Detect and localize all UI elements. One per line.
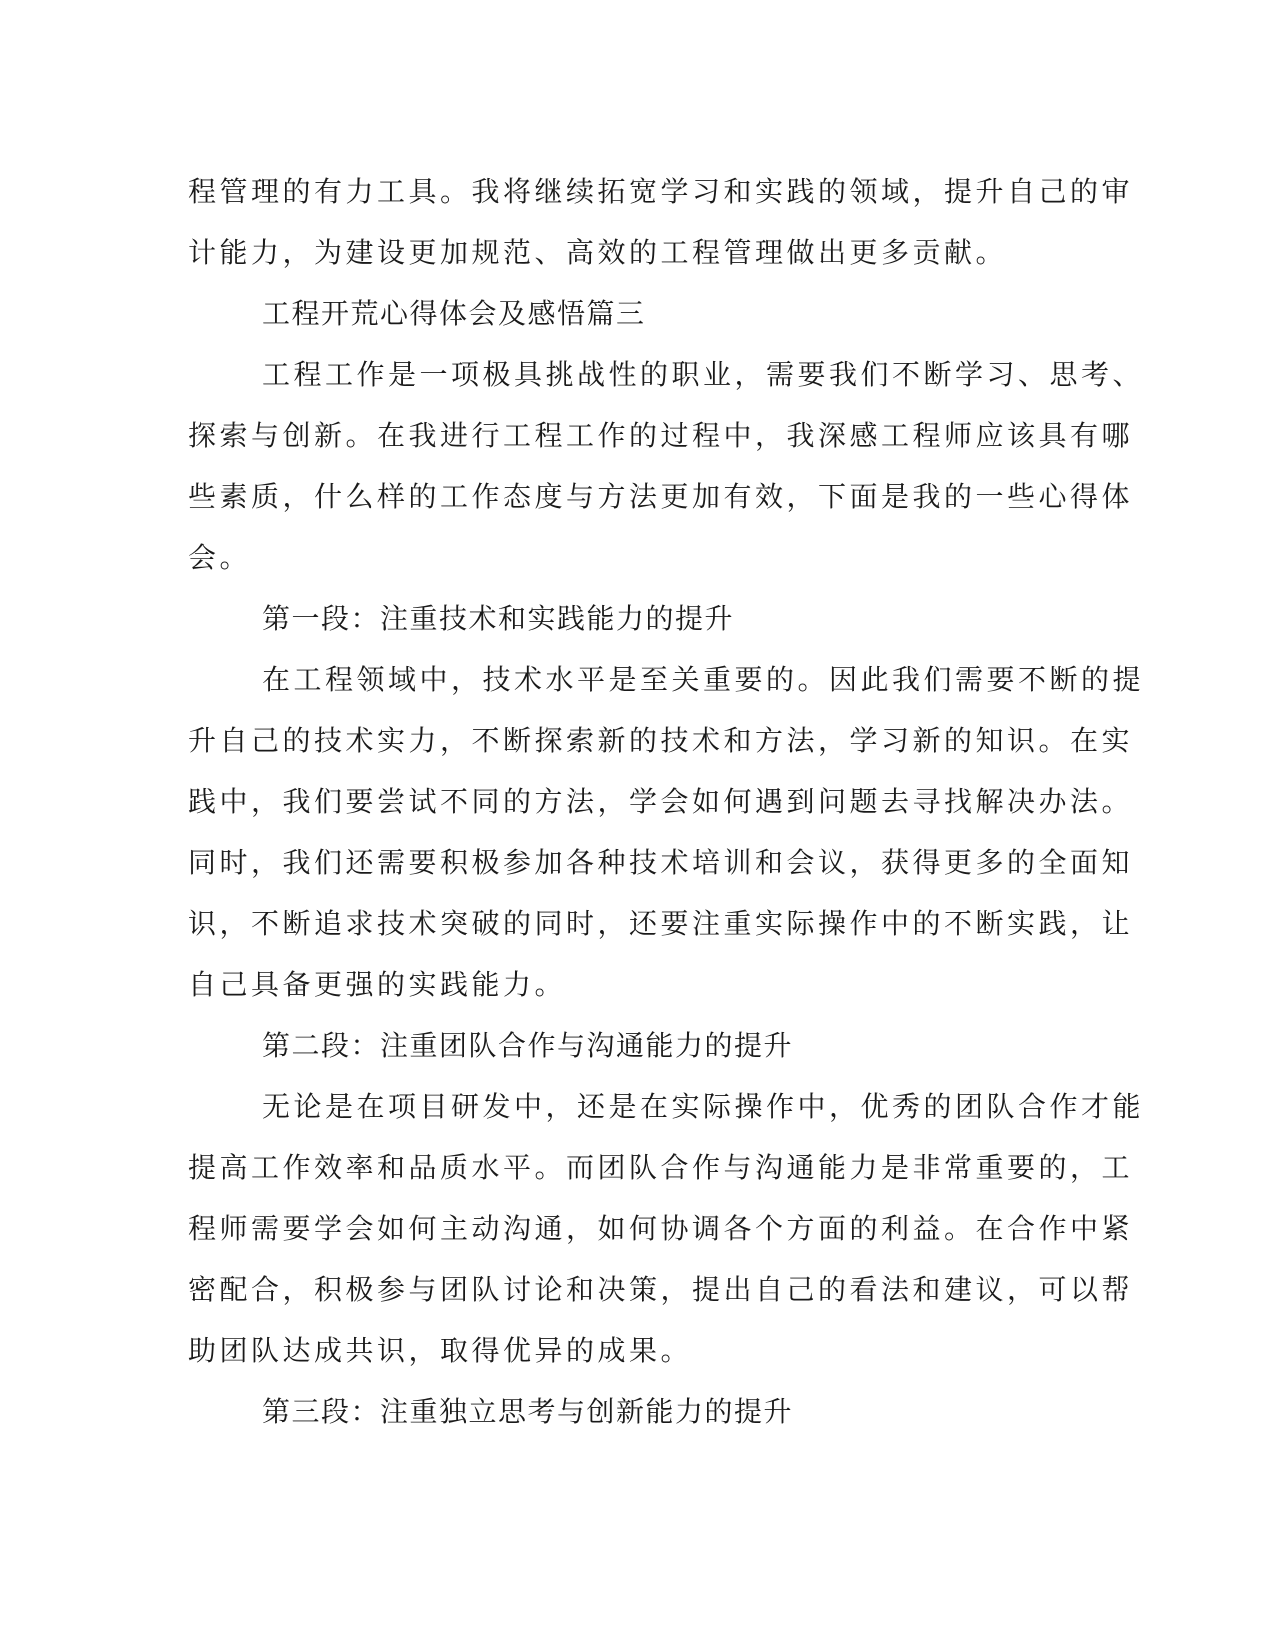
document-body [188,161,1145,1442]
body-text-line: 探索与创新。在我进行工程工作的过程中，我深感工程师应该具有哪 [188,419,1134,452]
body-text-line: 无论是在项目研发中，还是在实际操作中，优秀的团队合作才能 [262,1090,1145,1123]
body-text-line: 些素质，什么样的工作态度与方法更加有效，下面是我的一些心得体 [188,480,1134,513]
paragraph-heading-1: 第一段：注重技术和实践能力的提升 [262,602,735,635]
paragraph-heading-2: 第二段：注重团队合作与沟通能力的提升 [262,1029,794,1062]
body-text-line: 会。 [188,541,252,574]
body-text-line: 程师需要学会如何主动沟通，如何协调各个方面的利益。在合作中紧 [188,1212,1134,1245]
section-title: 工程开荒心得体会及感悟篇三 [262,297,646,330]
body-text-line: 程管理的有力工具。我将继续拓宽学习和实践的领域，提升自己的审 [188,175,1134,208]
body-text-line: 在工程领域中，技术水平是至关重要的。因此我们需要不断的提 [262,663,1145,696]
body-text-line: 工程工作是一项极具挑战性的职业，需要我们不断学习、思考、 [262,358,1145,391]
paragraph-heading-3: 第三段：注重独立思考与创新能力的提升 [262,1395,794,1428]
body-text-line: 识，不断追求技术突破的同时，还要注重实际操作中的不断实践，让 [188,907,1134,940]
body-text-line: 提高工作效率和品质水平。而团队合作与沟通能力是非常重要的，工 [188,1151,1134,1184]
body-text-line: 践中，我们要尝试不同的方法，学会如何遇到问题去寻找解决办法。 [188,785,1134,818]
body-text-line: 同时，我们还需要积极参加各种技术培训和会议，获得更多的全面知 [188,846,1134,879]
body-text-line: 计能力，为建设更加规范、高效的工程管理做出更多贡献。 [188,236,1008,269]
body-text-line: 升自己的技术实力，不断探索新的技术和方法，学习新的知识。在实 [188,724,1134,757]
body-text-line: 助团队达成共识，取得优异的成果。 [188,1334,693,1367]
body-text-line: 自己具备更强的实践能力。 [188,968,567,1001]
body-text-line: 密配合，积极参与团队讨论和决策，提出自己的看法和建议，可以帮 [188,1273,1134,1306]
